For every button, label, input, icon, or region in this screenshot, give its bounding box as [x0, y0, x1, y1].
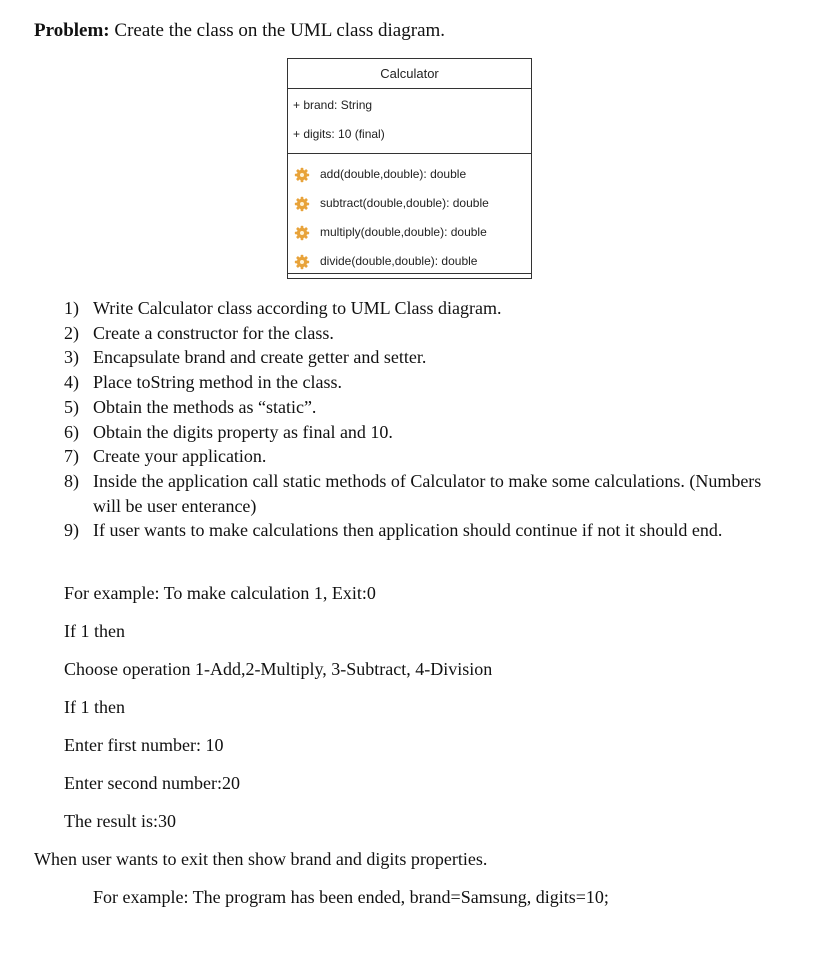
- steps-list: [64, 296, 784, 543]
- gear-icon: [294, 167, 310, 183]
- step-text: Inside the application call static methods of Calculator to make some calculations. (Numbers will be user enterance): [93, 470, 762, 516]
- list-item: [64, 395, 784, 420]
- list-item: [64, 444, 784, 469]
- uml-method-label: add(double,double): double: [320, 167, 467, 181]
- gear-icon: [294, 225, 310, 241]
- step-number: 7): [64, 446, 79, 467]
- step-text: Create your application.: [93, 446, 267, 467]
- step-number: 1): [64, 298, 79, 318]
- uml-method-multiply: [288, 218, 531, 247]
- example-if-2: If 1 then: [64, 697, 125, 717]
- exit-example: For example: The program has been ended, brand=Samsung, digits=10;: [93, 887, 609, 907]
- list-item: [64, 370, 784, 395]
- step-text: Write Calculator class according to UML Class diagram.: [93, 298, 502, 318]
- uml-method-subtract: [288, 189, 531, 218]
- list-item: [64, 420, 784, 445]
- uml-class-diagram: [287, 58, 532, 279]
- example-if-1: If 1 then: [64, 621, 125, 641]
- example-result: The result is:30: [64, 811, 176, 831]
- example-second-number: Enter second number:20: [64, 773, 240, 793]
- uml-attributes: [288, 89, 531, 154]
- uml-method-divide: [288, 247, 531, 276]
- example-choose-operation: Choose operation 1-Add,2-Multiply, 3-Subtract, 4-Division: [64, 659, 493, 679]
- problem-text: Create the class on the UML class diagram.: [114, 20, 446, 41]
- step-number: 5): [64, 396, 79, 417]
- uml-class-name: Calculator: [288, 59, 531, 89]
- example-first-number: Enter first number: 10: [64, 735, 224, 755]
- uml-methods: [288, 154, 531, 276]
- problem-label: Problem:: [34, 20, 110, 41]
- step-text: Obtain the methods as “static”.: [93, 396, 317, 417]
- step-text: Create a constructor for the class.: [93, 322, 334, 343]
- step-number: 9): [64, 520, 79, 541]
- step-number: 6): [64, 421, 79, 442]
- step-number: 2): [64, 322, 79, 343]
- list-item: [64, 518, 784, 543]
- example-intro: For example: To make calculation 1, Exit:0: [64, 583, 376, 603]
- step-number: 4): [64, 372, 79, 393]
- uml-bottom-divider: [288, 273, 531, 274]
- step-text: Obtain the digits property as final and 10.: [93, 421, 393, 442]
- uml-method-add: [288, 160, 531, 189]
- gear-icon: [294, 254, 310, 270]
- uml-attribute-digits: + digits: 10 (final): [293, 127, 385, 141]
- list-item: [64, 321, 784, 346]
- step-number: 8): [64, 470, 79, 491]
- step-text: Encapsulate brand and create getter and setter.: [93, 347, 427, 368]
- list-item: [64, 345, 784, 370]
- list-item: [64, 296, 784, 321]
- uml-method-label: divide(double,double): double: [320, 254, 478, 268]
- step-text: If user wants to make calculations then application should continue if not it should end.: [93, 520, 723, 541]
- problem-statement: [34, 20, 445, 42]
- gear-icon: [294, 196, 310, 212]
- uml-attribute-brand: + brand: String: [293, 98, 373, 112]
- step-number: 3): [64, 347, 79, 368]
- uml-method-label: multiply(double,double): double: [320, 225, 487, 239]
- list-item: [64, 469, 784, 518]
- uml-method-label: subtract(double,double): double: [320, 196, 489, 210]
- step-text: Place toString method in the class.: [93, 372, 342, 393]
- exit-note: When user wants to exit then show brand and digits properties.: [34, 849, 488, 869]
